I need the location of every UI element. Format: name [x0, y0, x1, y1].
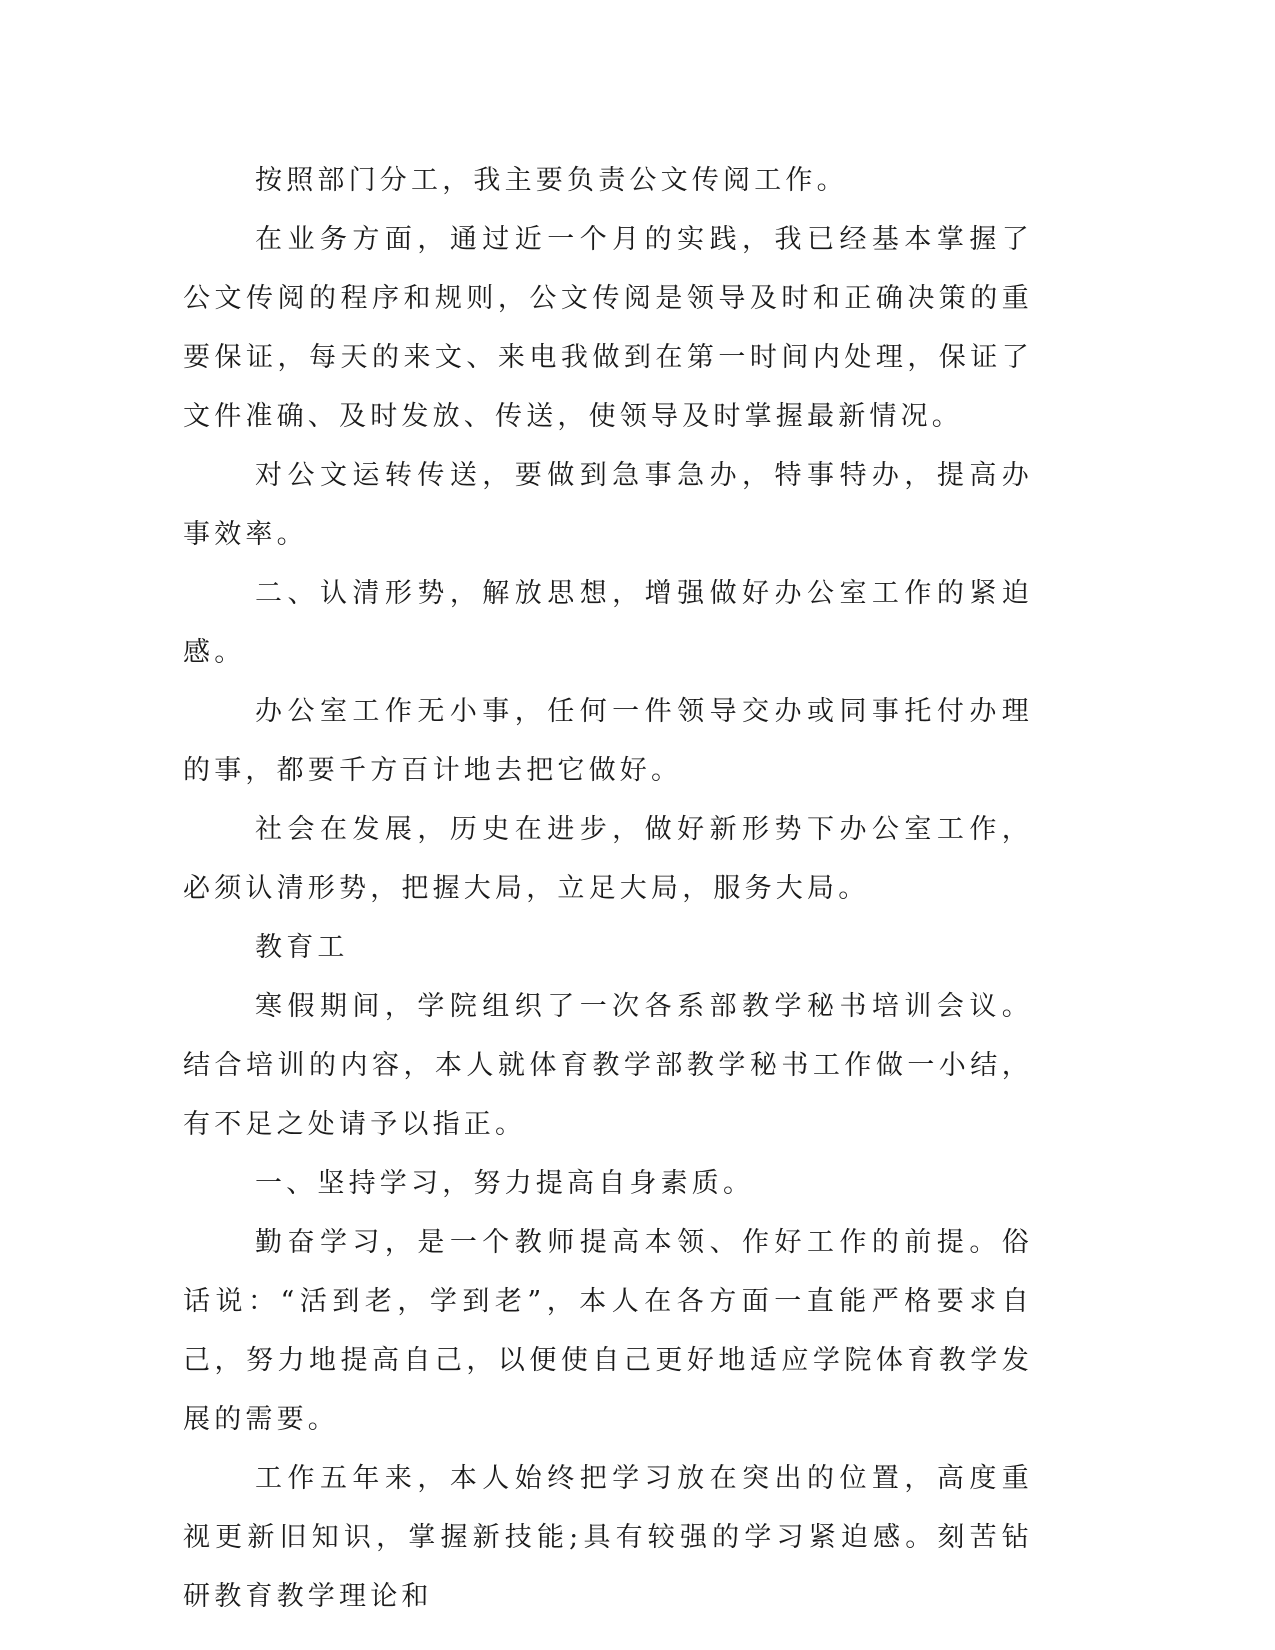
paragraph: 办公室工作无小事，任何一件领导交办或同事托付办理的事，都要千方百计地去把它做好。	[183, 696, 1033, 786]
paragraph: 对公文运转传送，要做到急事急办，特事特办，提高办事效率。	[183, 460, 1033, 550]
paragraph: 寒假期间，学院组织了一次各系部教学秘书培训会议。结合培训的内容，本人就体育教学部教学秘书工作做一小结，有不足之处请予以指正。	[183, 991, 1033, 1140]
paragraph: 按照部门分工，我主要负责公文传阅工作。	[255, 165, 848, 196]
paragraph: 在业务方面，通过近一个月的实践，我已经基本掌握了公文传阅的程序和规则，公文传阅是领导及时和正确决策的重要保证，每天的来文、来电我做到在第一时间内处理，保证了文件准确、及时发放、传送，使领导及时掌握最新情况。	[183, 224, 1033, 432]
document-body	[183, 151, 1033, 1626]
section-title: 教育工	[255, 932, 349, 963]
paragraph: 社会在发展，历史在进步，做好新形势下办公室工作，必须认清形势，把握大局，立足大局，服务大局。	[183, 814, 1033, 904]
paragraph: 工作五年来，本人始终把学习放在突出的位置，高度重视更新旧知识，掌握新技能;具有较强的学习紧迫感。刻苦钻研教育教学理论和	[183, 1463, 1033, 1612]
section-heading: 一、坚持学习，努力提高自身素质。	[255, 1168, 755, 1199]
section-heading: 二、认清形势，解放思想，增强做好办公室工作的紧迫感。	[183, 578, 1033, 668]
paragraph: 勤奋学习，是一个教师提高本领、作好工作的前提。俗话说：“活到老，学到老”，本人在各方面一直能严格要求自己，努力地提高自己，以便使自己更好地适应学院体育教学发展的需要。	[183, 1227, 1033, 1435]
